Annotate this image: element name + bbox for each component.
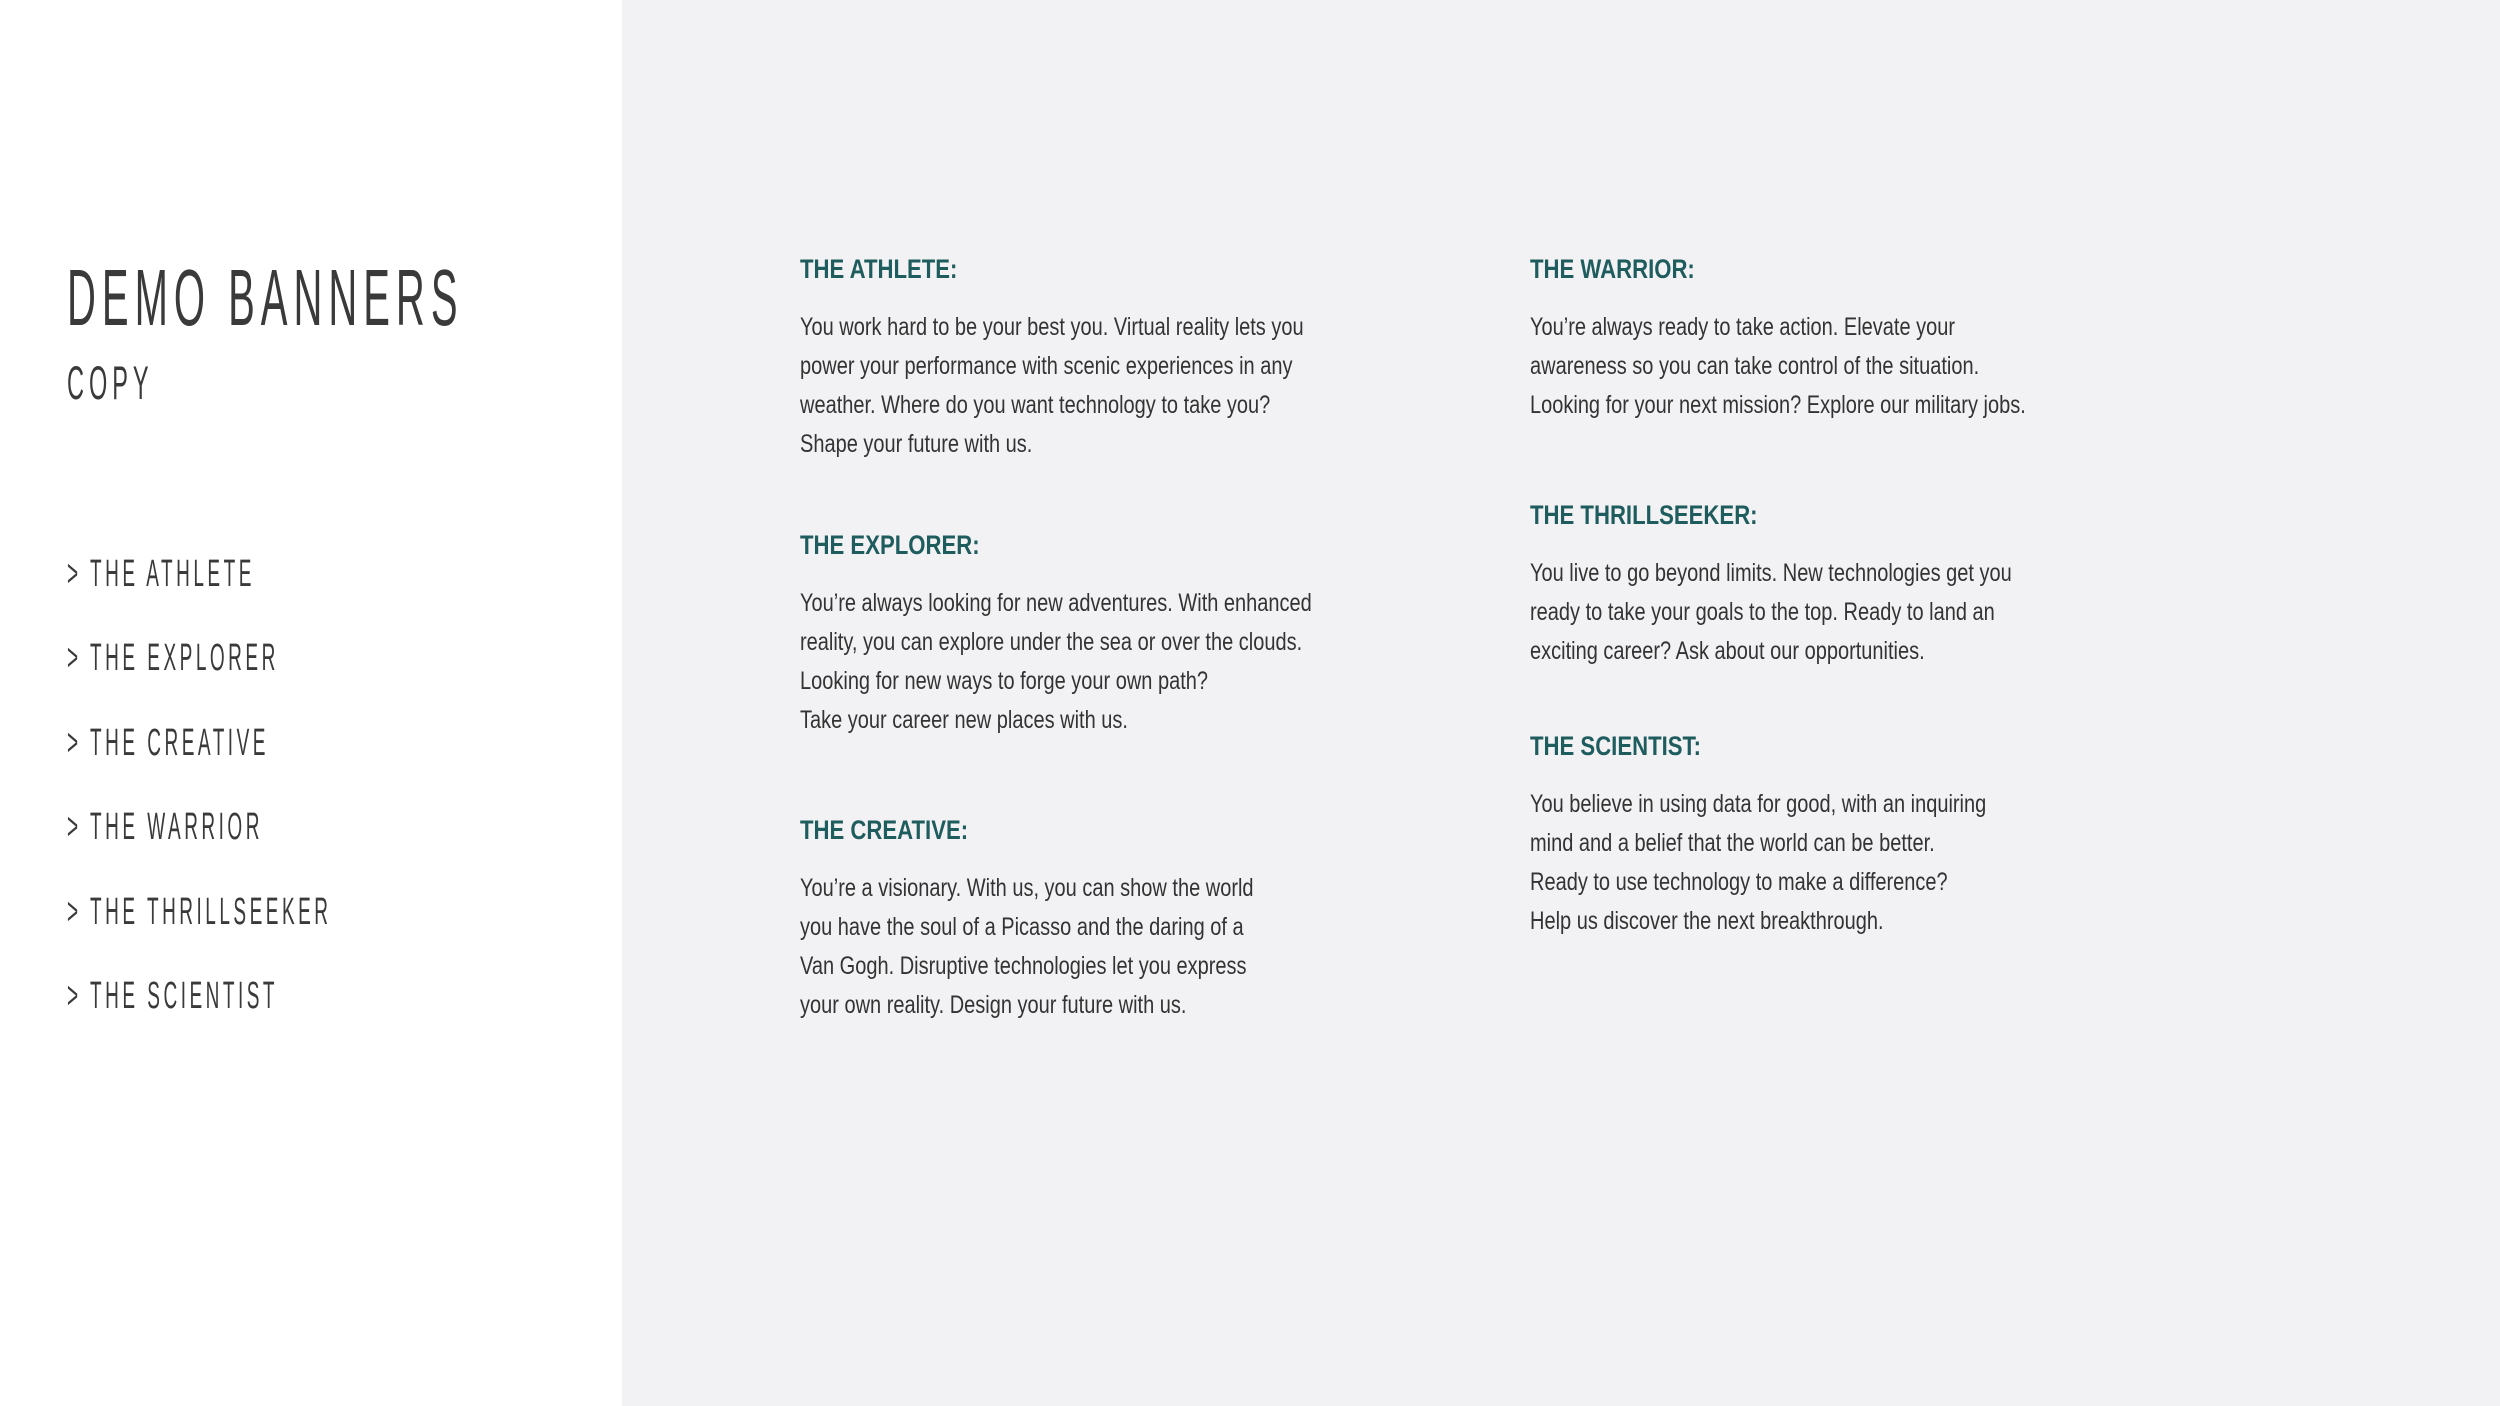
page-title: DEMO BANNERS [67,253,464,342]
body-line: Help us discover the next breakthrough. [1530,907,1884,935]
body-line: Van Gogh. Disruptive technologies let you express [800,952,1247,980]
body-line: Looking for your next mission? Explore our military jobs. [1530,391,2026,419]
body-line: ready to take your goals to the top. Ready to land an [1530,598,1995,626]
nav-item-thrillseeker[interactable]: > THE THRILLSEEKER [67,891,332,933]
section-explorer [800,529,1440,740]
body-line: Looking for new ways to forge your own path? [800,667,1209,695]
section-body [1530,554,2012,671]
body-line: reality, you can explore under the sea or over the clouds. [800,628,1303,656]
body-line: exciting career? Ask about our opportunities. [1530,637,1925,665]
body-line: You’re always looking for new adventures. With enhanced [800,589,1312,617]
body-line: You believe in using data for good, with an inquiring [1530,790,1987,818]
section-thrillseeker [1530,499,2132,671]
body-line: Ready to use technology to make a difference? [1530,868,1948,896]
section-body [1530,308,2026,425]
body-line: mind and a belief that the world can be better. [1530,829,1935,857]
body-line: your own reality. Design your future with us. [800,991,1187,1019]
nav-item-scientist[interactable]: > THE SCIENTIST [67,975,279,1017]
section-heading: THE SCIENTIST: [1530,731,1701,761]
section-warrior [1530,253,2150,425]
body-line: weather. Where do you want technology to take you? [800,391,1271,419]
nav-item-warrior[interactable]: > THE WARRIOR [67,806,263,848]
body-line: Take your career new places with us. [800,706,1128,734]
body-line: You’re a visionary. With us, you can show the world [800,874,1254,902]
section-athlete [800,253,1430,464]
section-heading: THE EXPLORER: [800,530,980,560]
body-line: awareness so you can take control of the situation. [1530,352,1980,380]
page-subtitle: COPY [67,356,154,409]
section-body [800,308,1304,464]
nav-item-creative[interactable]: > THE CREATIVE [67,722,269,764]
body-line: You live to go beyond limits. New technologies get you [1530,559,2012,587]
body-line: power your performance with scenic experiences in any [800,352,1293,380]
body-line: You’re always ready to take action. Elevate your [1530,313,1956,341]
section-heading: THE CREATIVE: [800,815,969,845]
nav-item-explorer[interactable]: > THE EXPLORER [67,637,279,679]
section-heading: THE ATHLETE: [800,254,958,284]
body-line: You work hard to be your best you. Virtual reality lets you [800,313,1304,341]
section-body [800,584,1312,740]
section-body [1530,785,1986,941]
section-scientist [1530,730,2100,941]
body-line: you have the soul of a Picasso and the daring of a [800,913,1244,941]
section-body [800,869,1254,1025]
nav-item-athlete[interactable]: > THE ATHLETE [67,553,255,595]
left-panel [0,0,622,1406]
section-creative [800,814,1367,1025]
section-heading: THE WARRIOR: [1530,254,1695,284]
body-line: Shape your future with us. [800,430,1033,458]
section-heading: THE THRILLSEEKER: [1530,500,1758,530]
